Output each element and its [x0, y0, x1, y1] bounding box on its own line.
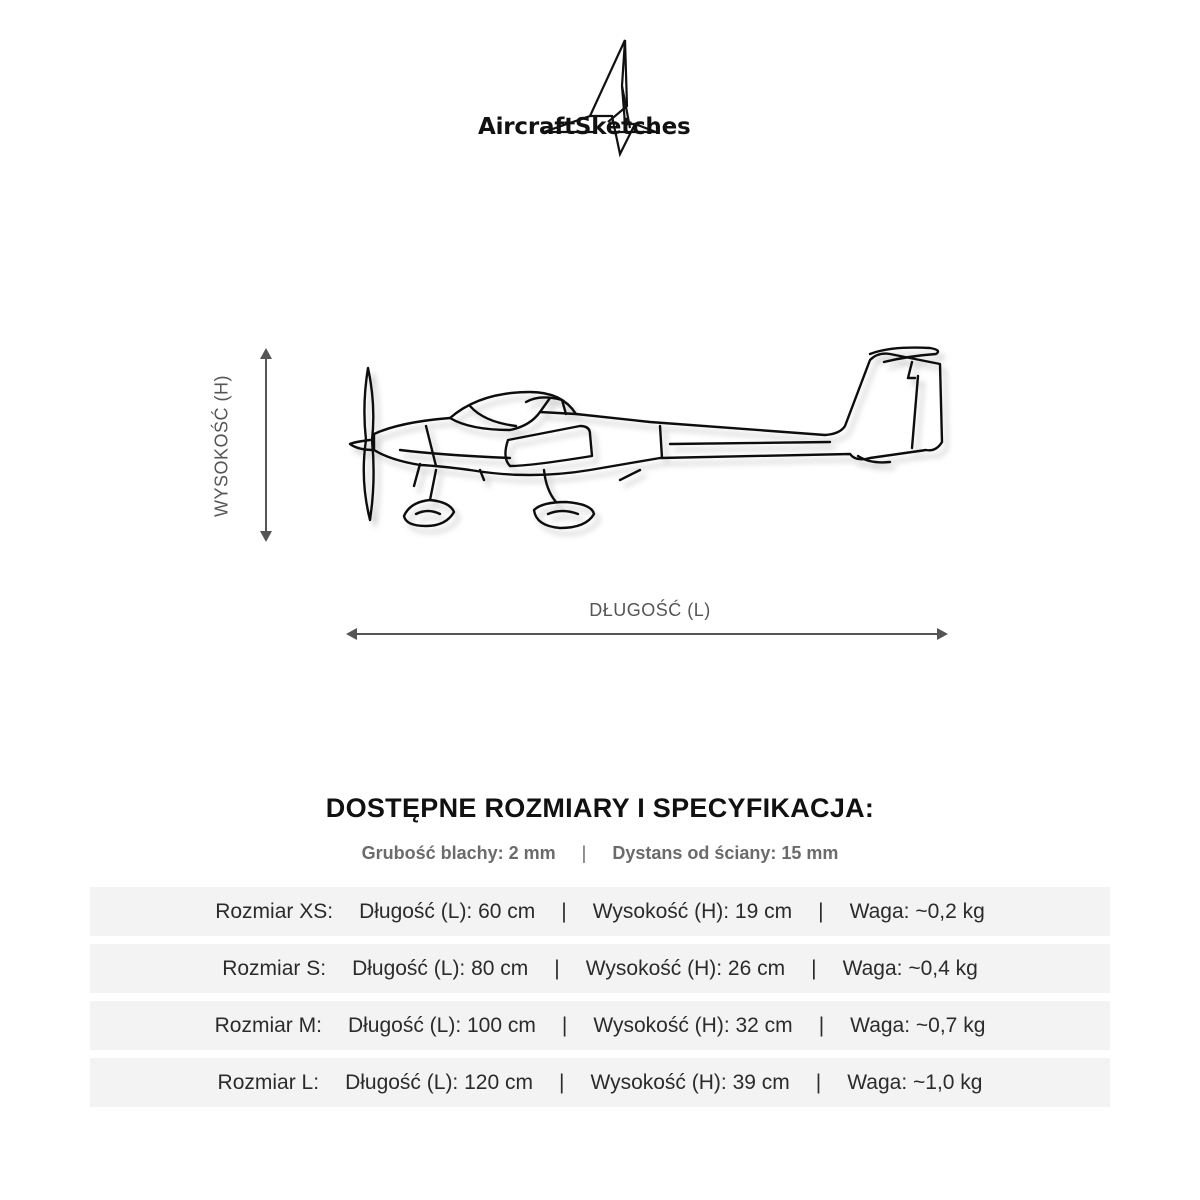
length-dimension-arrow: [346, 626, 948, 642]
size-length: Długość (L): 60 cm: [359, 899, 536, 923]
sheet-thickness: Grubość blachy: 2 mm: [361, 843, 556, 863]
brand-name: AircraftSketches: [478, 114, 691, 140]
size-row-l: [90, 1058, 1110, 1107]
size-length: Długość (L): 100 cm: [347, 1013, 536, 1037]
specs-title: DOSTĘPNE ROZMIARY I SPECYFIKACJA:: [325, 793, 875, 823]
row-separator: |: [554, 956, 560, 980]
paper-plane-logo-icon: [470, 36, 730, 160]
height-dimension-arrow: [256, 348, 276, 542]
airplane-silhouette: [330, 330, 970, 560]
row-separator: |: [558, 1070, 565, 1094]
row-separator: |: [811, 956, 817, 980]
height-dimension-label: WYSOKOŚĆ (H): [211, 374, 232, 518]
size-row-xs: [90, 887, 1110, 936]
size-weight: Waga: ~0,4 kg: [842, 956, 978, 980]
size-weight: Waga: ~0,2 kg: [849, 899, 985, 923]
row-separator: |: [818, 899, 824, 923]
size-height: Wysokość (H): 26 cm: [585, 956, 786, 980]
size-row-s: [90, 944, 1110, 993]
size-name: Rozmiar XS:: [215, 899, 334, 923]
row-separator: |: [561, 1013, 568, 1037]
size-weight: Waga: ~0,7 kg: [850, 1013, 986, 1037]
size-height: Wysokość (H): 32 cm: [593, 1013, 793, 1037]
size-name: Rozmiar S:: [222, 956, 327, 980]
specs-subtitle: [100, 843, 1100, 864]
size-height: Wysokość (H): 19 cm: [592, 899, 793, 923]
row-separator: |: [561, 899, 567, 923]
size-weight: Waga: ~1,0 kg: [847, 1070, 983, 1094]
size-height: Wysokość (H): 39 cm: [590, 1070, 790, 1094]
size-name: Rozmiar L:: [217, 1070, 320, 1094]
size-row-m: [90, 1001, 1110, 1050]
length-dimension-label: DŁUGOŚĆ (L): [589, 600, 711, 620]
specs-separator: |: [581, 843, 587, 863]
size-name: Rozmiar M:: [214, 1013, 322, 1037]
row-separator: |: [815, 1070, 822, 1094]
wall-distance: Dystans od ściany: 15 mm: [612, 843, 839, 863]
row-separator: |: [818, 1013, 825, 1037]
size-length: Długość (L): 80 cm: [352, 956, 529, 980]
size-table: [90, 887, 1110, 1115]
size-length: Długość (L): 120 cm: [345, 1070, 533, 1094]
brand-logo: [470, 36, 730, 160]
